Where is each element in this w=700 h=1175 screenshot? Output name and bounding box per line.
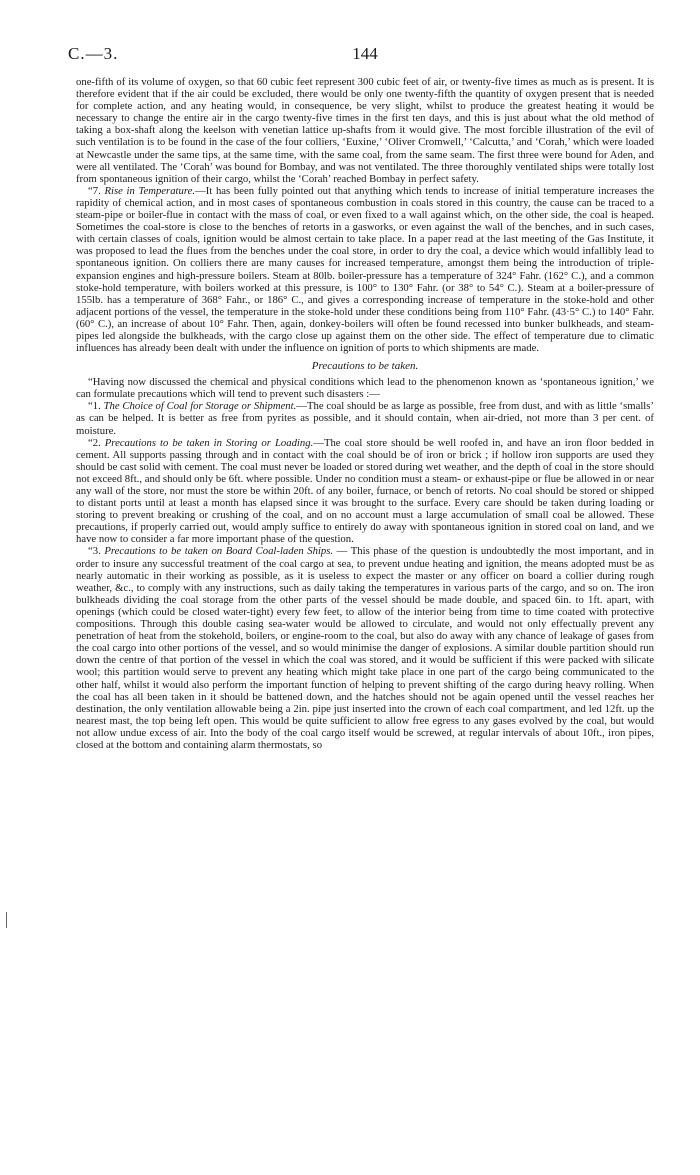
paragraph-heading: Rise in Temperature.: [104, 184, 196, 197]
paragraph-heading: The Choice of Coal for Storage or Shipment.: [103, 400, 297, 413]
paragraph: [76, 185, 654, 354]
paragraph: [76, 76, 654, 185]
paragraph-text: “2.: [88, 436, 105, 449]
paragraph-text: “1.: [88, 400, 104, 413]
document-page: [68, 44, 655, 751]
document-reference: C.—3.: [68, 44, 119, 63]
paragraph-text: “Having now discussed the chemical and physical conditions which lead to the phenomenon known as ‘spontaneous ignition,’ we can formulate precautions which will tend to prevent such disasters :—: [76, 376, 654, 401]
body-text-bottom: [76, 376, 654, 751]
paragraph: [76, 376, 654, 400]
paragraph-text: — This phase of the question is undoubtedly the most important, and in order to insure any successful treatment of the coal cargo at sea, to prevent undue heating and ignition, the means adopted must be as nearly automatic in their working as possible, as it is useless to expect the master or any officer on board a collier during rough weather, &c., to comply with any instructions, such as daily taking the temperatures in various parts of the cargo, and so on. The iron bulkheads dividing the coal storage from the other parts of the vessel should be made double, and spaced 6in. to 1ft. apart, with openings (which could be closed water-tight) every few feet, to allow of the interior being from time to time coated with protective compositions. Through this double casing sea-water would be allowed to circulate, and would not only effectually prevent any penetration of heat from the stokehold, boilers, or engine-room to the coal, but also do away with any chance of leakage of gases from the coal cargo into other portions of the vessel, and so would minimise the danger of explosions. A similar double partition should run down the centre of that portion of the vessel in which the coal was stored, and it would be sufficient if this were packed with silicate wool; this partition would serve to prevent any heating which might take place in one part of the cargo being communicated to the other half, whilst it would also perform the important function of helping to prevent shifting of the cargo during heavy rolling. When the coal has all been taken in it should be battened down, and the hatches should not be again opened until the vessel reaches her destination, the only ventilation allowable being a 2in. pipe just inserted into the crown of each coal compartment, and led 12ft. up the nearest mast, the top being left open. This would be quite sufficient to allow free egress to any gases evolved by the coal, but would not allow undue excess of air. Into the body of the coal cargo itself would be screwed, at regular intervals of about 10ft., iron pipes, closed at the bottom and containing alarm thermostats, so: [76, 545, 654, 751]
section-heading: Precautions to be taken.: [311, 360, 419, 373]
paragraph: [76, 545, 654, 751]
paragraph-text: “7.: [88, 184, 105, 197]
paragraph: [76, 400, 654, 436]
paragraph-text: —The coal should be as large as possible, free from dust, and with as little ‘smalls’ as can be helped. It is better as free from pyrites as possible, and it should contain, when air-dried, not more than 3 per cent. of moisture.: [76, 400, 654, 437]
paragraph-text: one-fifth of its volume of oxygen, so that 60 cubic feet represent 300 cubic feet of air, or twenty-five times as much as is present. It is therefore evident that if the air could be excluded, there would be only one twenty-fifth the quantity of oxygen present that is needed for complete action, and any heating would, in consequence, be very slight, whilst to produce the greatest heating it would be necessary to change the entire air in the cargo twenty-five times in the first ten days, and this is just about what the old method of taking a box-shaft along the keelson with venetian lattice up-shafts from it would give. The most forcible illustration of the evil of such ventilation is to be found in the case of the four colliers, ‘Euxine,’ ‘Oliver Cromwell,’ ‘Calcutta,’ and ‘Corah,’ which were loaded at Newcastle under the same tips, at the same time, with the same coal, from the same seam. The first three were bound for Aden, and were all ventilated. The ‘Corah’ was bound for Bombay, and was not ventilated. The three thoroughly ventilated ships were totally lost from spontaneous ignition of their cargo, whilst the ‘Corah’ reached Bombay in perfect safety.: [76, 76, 654, 185]
margin-mark: [6, 912, 7, 928]
paragraph-heading: Precautions to be taken in Storing or Loading.: [104, 436, 314, 449]
paragraph-text: —It has been fully pointed out that anything which tends to increase of initial temperature increases the rapidity of chemical action, and in most cases of spontaneous combustion in coals stored in this country, the cause can be traced to a steam-pipe or boiler-flue in contact with the mass of coal, or even fixed to a wall against which, on the other side, the coal is heaped. Sometimes the coal-store is close to the benches of retorts in a gasworks, or even against the wall of the benches, and in such cases, with certain classes of coals, ignition would be almost certain to take place. In a paper read at the last meeting of the Gas Institute, it was proposed to lead the flues from the benches under the coal store, in order to dry the coal, a device which would infallibly lead to spontaneous ignition. On colliers there are many causes for increased temperature, amongst them being the introduction of triple-expansion engines and high-pressure boilers. Steam at 80lb. boiler-pressure has a temperature of 324° Fahr. (162° C.), and a common stoke-hold temperature, with boilers worked at this pressure, is 100° to 130° Fahr. (or 38° to 54° C.). Steam at a boiler-pressure of 155lb. has a temperature of 368° Fahr., or 186° C., and gives a corresponding increase of temperature in the stoke-hold and other adjacent portions of the vessel, the temperature in the stoke-hold under these conditions being from 110° Fahr. (43·5° C.) to 140° Fahr. (60° C.), an increase of about 10° Fahr. Then, again, donkey-boilers will often be found recessed into bunker bulkheads, and steam-pipes led alongside the bulkheads, with the cargo close up against them on the other side. The effect of temperature due to climatic influences has already been dealt with under the influence on ignition of ports to which shipments are made.: [76, 184, 655, 355]
paragraph-text: “3.: [88, 545, 105, 558]
body-text-top: [76, 76, 654, 354]
paragraph-heading: Precautions to be taken on Board Coal-laden Ships.: [104, 545, 334, 558]
page-number: 144: [352, 44, 378, 63]
paragraph: [76, 437, 654, 546]
paragraph-text: —The coal store should be well roofed in, and have an iron floor bedded in cement. All supports passing through and in contact with the coal should be of iron or brick ; if hollow iron supports are used they should be cast solid with cement. The coal must never be loaded or stored during wet weather, and the depth of coal in the store should not exceed 8ft., and should only be 6ft. where possible. Under no condition must a steam- or exhaust-pipe or flue be allowed in or near any wall of the store, nor must the store be within 20ft. of any boiler, furnace, or bench of retorts. No coal should be stored or shipped to distant ports until at least a month has elapsed since it was brought to the surface. Every care should be taken during loading or storing to prevent breaking or crushing of the coal, and on no account must a large accumulation of small coal be allowed. These precautions, if properly carried out, would amply suffice to entirely do away with spontaneous ignition in stored coal on land, and we have now to consider a far more important phase of the question.: [76, 436, 655, 546]
page-header: [68, 44, 654, 66]
